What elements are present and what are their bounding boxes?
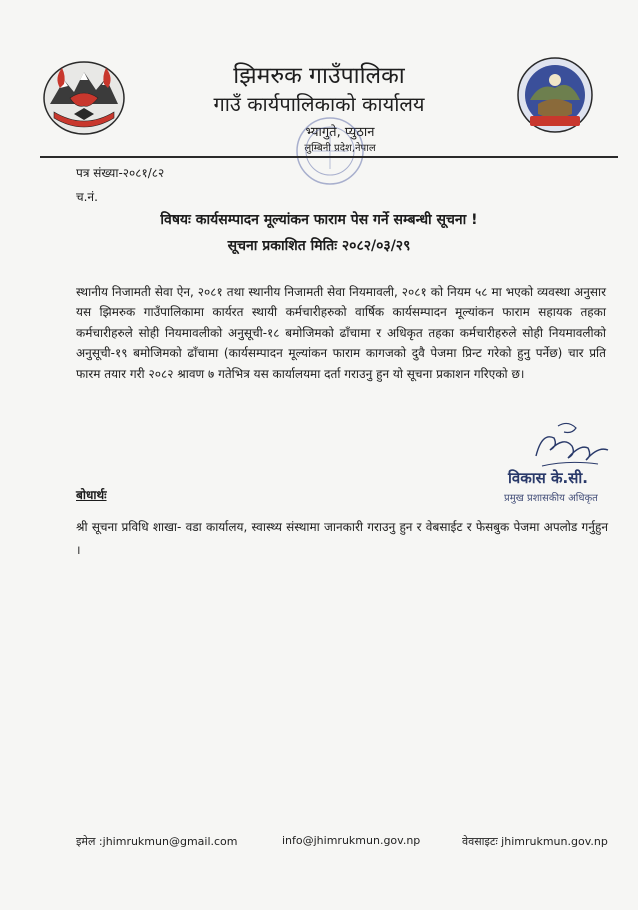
office-stamp-icon	[294, 115, 366, 187]
letter-subject: विषयः कार्यसम्पादन मूल्यांकन फाराम पेस गर्ने सम्बन्धी सूचना !	[160, 212, 478, 228]
municipality-name: झिमरुक गाउँपालिका	[233, 63, 405, 89]
signatory-name: विकास के.सी.	[508, 469, 588, 487]
footer-info-email: info@jhimrukmun.gov.np	[282, 834, 421, 847]
publication-date: सूचना प्रकाशित मितिः २०८२/०३/२९	[227, 238, 411, 254]
reference-number: पत्र संख्या-२०८१/८२	[76, 166, 165, 180]
office-province: लुम्बिनी प्रदेश,नेपाल	[304, 143, 376, 154]
footer-website: वेवसाइटः jhimrukmun.gov.np	[462, 835, 608, 848]
footer-email: इमेल :jhimrukmun@gmail.com	[76, 835, 238, 848]
letter-body: स्थानीय निजामती सेवा ऐन, २०८१ तथा स्थानीय निजामती सेवा नियमावली, २०८१ को नियम ५८ मा भएको व्यवस्था अनुसार यस झिमरुक गाउँपालिकामा कार्यरत स्थायी कर्मचारीहरुको वार्षिक कार्यसम्पादन मूल्यांकन फाराम सहायक तहका कर्मचारीहरुले सोही नियमावलीको अनुसूची-१८ बमोजिमको ढाँचामा र अधिकृत तहका कर्मचारीहरुले सोही नियमावलीको अनुसूची-१९ बमोजिमको ढाँचामा (कार्यसम्पादन मूल्यांकन फाराम कागजको दुवै पेजमा प्रिन्ट गरेको हुनु पर्नेछ) चार प्रति फारम तयार गरी २०८२ श्रावण ७ गतेभित्र यस कार्यालयमा दर्ता गराउनु हुन यो सूचना प्रकाशन गरिएको छ।	[76, 285, 606, 381]
office-name: गाउँ कार्यपालिकाको कार्यालय	[213, 92, 425, 116]
dispatch-number: च.नं.	[76, 190, 98, 204]
cc-label: बोधार्थः	[76, 488, 107, 502]
signature-icon	[528, 416, 614, 476]
cc-text: श्री सूचना प्रविधि शाखा- वडा कार्यालय, स्वास्थ्य संस्थामा जानकारी गराउनु हुन र वेबसाईट र फेसबुक पेजमा अपलोड गर्नुहुन ।	[76, 520, 608, 557]
office-address: भ्यागुते, प्युठान	[305, 125, 375, 140]
signatory-designation: प्रमुख प्रशासकीय अधिकृत	[504, 493, 598, 504]
header-divider	[40, 156, 618, 158]
